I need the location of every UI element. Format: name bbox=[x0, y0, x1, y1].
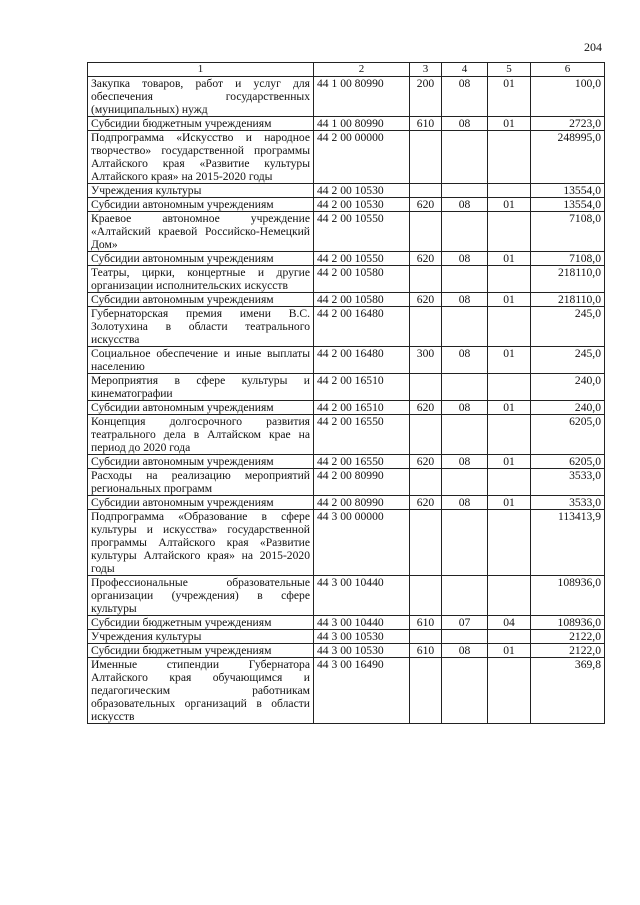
row-subsection-cell bbox=[488, 307, 531, 347]
row-expense-type-cell bbox=[410, 469, 442, 496]
table-row bbox=[88, 496, 605, 510]
row-amount-cell: 3533,0 bbox=[531, 469, 605, 496]
row-subsection-cell: 01 bbox=[488, 347, 531, 374]
column-header: 4 bbox=[442, 63, 488, 77]
row-expense-type-cell bbox=[410, 131, 442, 184]
row-expense-type-cell bbox=[410, 658, 442, 724]
row-subsection-cell bbox=[488, 184, 531, 198]
row-name-cell: Мероприятия в сфере культуры и кинематографии bbox=[88, 374, 314, 401]
row-name-cell: Субсидии автономным учреждениям bbox=[88, 252, 314, 266]
row-name-cell: Учреждения культуры bbox=[88, 184, 314, 198]
row-subsection-cell bbox=[488, 131, 531, 184]
table-header-row bbox=[88, 63, 605, 77]
row-subsection-cell bbox=[488, 266, 531, 293]
table-row bbox=[88, 644, 605, 658]
table-row bbox=[88, 131, 605, 184]
row-amount-cell: 369,8 bbox=[531, 658, 605, 724]
row-amount-cell: 240,0 bbox=[531, 401, 605, 415]
table-body bbox=[88, 77, 605, 724]
row-expense-type-cell bbox=[410, 630, 442, 644]
row-section-cell: 08 bbox=[442, 117, 488, 131]
row-amount-cell: 100,0 bbox=[531, 77, 605, 117]
row-expense-type-cell: 610 bbox=[410, 644, 442, 658]
row-section-cell: 08 bbox=[442, 644, 488, 658]
row-section-cell bbox=[442, 658, 488, 724]
row-amount-cell: 13554,0 bbox=[531, 184, 605, 198]
row-expense-type-cell bbox=[410, 266, 442, 293]
table-row bbox=[88, 415, 605, 455]
row-subsection-cell: 01 bbox=[488, 117, 531, 131]
row-name-cell: Субсидии автономным учреждениям bbox=[88, 496, 314, 510]
row-expense-type-cell: 620 bbox=[410, 401, 442, 415]
row-name-cell: Субсидии бюджетным учреждениям bbox=[88, 117, 314, 131]
row-name-cell: Расходы на реализацию мероприятий региональных программ bbox=[88, 469, 314, 496]
row-expense-type-cell: 300 bbox=[410, 347, 442, 374]
table-row bbox=[88, 117, 605, 131]
table-row bbox=[88, 401, 605, 415]
row-amount-cell: 218110,0 bbox=[531, 266, 605, 293]
row-section-cell bbox=[442, 630, 488, 644]
row-code-cell: 44 3 00 10530 bbox=[314, 644, 410, 658]
row-code-cell: 44 2 00 16480 bbox=[314, 307, 410, 347]
row-subsection-cell: 01 bbox=[488, 401, 531, 415]
row-code-cell: 44 2 00 10580 bbox=[314, 266, 410, 293]
row-code-cell: 44 3 00 10530 bbox=[314, 630, 410, 644]
row-section-cell: 08 bbox=[442, 198, 488, 212]
row-code-cell: 44 1 00 80990 bbox=[314, 77, 410, 117]
row-subsection-cell bbox=[488, 630, 531, 644]
row-amount-cell: 248995,0 bbox=[531, 131, 605, 184]
table-row bbox=[88, 307, 605, 347]
row-code-cell: 44 2 00 10550 bbox=[314, 252, 410, 266]
row-code-cell: 44 3 00 16490 bbox=[314, 658, 410, 724]
row-expense-type-cell bbox=[410, 307, 442, 347]
row-section-cell: 08 bbox=[442, 401, 488, 415]
row-name-cell: Субсидии автономным учреждениям bbox=[88, 401, 314, 415]
row-section-cell: 08 bbox=[442, 252, 488, 266]
row-subsection-cell bbox=[488, 374, 531, 401]
row-name-cell: Социальное обеспечение и иные выплаты населению bbox=[88, 347, 314, 374]
row-code-cell: 44 3 00 10440 bbox=[314, 616, 410, 630]
row-subsection-cell: 04 bbox=[488, 616, 531, 630]
row-subsection-cell bbox=[488, 212, 531, 252]
row-subsection-cell bbox=[488, 415, 531, 455]
row-subsection-cell: 01 bbox=[488, 496, 531, 510]
row-name-cell: Подпрограмма «Искусство и народное творчество» государственной программы Алтайского края «Развитие культуры Алтайского края» на 2015-2020 годы bbox=[88, 131, 314, 184]
row-name-cell: Закупка товаров, работ и услуг для обеспечения государственных (муниципальных) нужд bbox=[88, 77, 314, 117]
row-amount-cell: 7108,0 bbox=[531, 212, 605, 252]
row-name-cell: Учреждения культуры bbox=[88, 630, 314, 644]
table-row bbox=[88, 212, 605, 252]
row-expense-type-cell: 620 bbox=[410, 252, 442, 266]
row-name-cell: Профессиональные образовательные организации (учреждения) в сфере культуры bbox=[88, 576, 314, 616]
row-amount-cell: 6205,0 bbox=[531, 415, 605, 455]
row-code-cell: 44 2 00 10530 bbox=[314, 198, 410, 212]
row-amount-cell: 2122,0 bbox=[531, 644, 605, 658]
row-name-cell: Субсидии автономным учреждениям bbox=[88, 293, 314, 307]
row-amount-cell: 6205,0 bbox=[531, 455, 605, 469]
column-header: 2 bbox=[314, 63, 410, 77]
row-section-cell bbox=[442, 374, 488, 401]
row-name-cell: Театры, цирки, концертные и другие организации исполнительских искусств bbox=[88, 266, 314, 293]
row-name-cell: Субсидии автономным учреждениям bbox=[88, 455, 314, 469]
row-amount-cell: 13554,0 bbox=[531, 198, 605, 212]
budget-table bbox=[87, 62, 605, 724]
table-row bbox=[88, 347, 605, 374]
table-row bbox=[88, 374, 605, 401]
row-subsection-cell: 01 bbox=[488, 252, 531, 266]
column-header: 3 bbox=[410, 63, 442, 77]
row-code-cell: 44 2 00 16480 bbox=[314, 347, 410, 374]
row-expense-type-cell bbox=[410, 415, 442, 455]
row-section-cell bbox=[442, 415, 488, 455]
table-row bbox=[88, 469, 605, 496]
row-subsection-cell bbox=[488, 576, 531, 616]
row-section-cell bbox=[442, 131, 488, 184]
table-row bbox=[88, 630, 605, 644]
row-subsection-cell: 01 bbox=[488, 293, 531, 307]
row-amount-cell: 2122,0 bbox=[531, 630, 605, 644]
row-section-cell bbox=[442, 266, 488, 293]
row-expense-type-cell bbox=[410, 576, 442, 616]
row-amount-cell: 108936,0 bbox=[531, 576, 605, 616]
row-expense-type-cell: 620 bbox=[410, 455, 442, 469]
table-row bbox=[88, 616, 605, 630]
row-code-cell: 44 2 00 80990 bbox=[314, 496, 410, 510]
column-header: 6 bbox=[531, 63, 605, 77]
row-subsection-cell: 01 bbox=[488, 198, 531, 212]
table-row bbox=[88, 510, 605, 576]
row-amount-cell: 113413,9 bbox=[531, 510, 605, 576]
row-section-cell bbox=[442, 576, 488, 616]
row-code-cell: 44 2 00 80990 bbox=[314, 469, 410, 496]
row-section-cell: 08 bbox=[442, 496, 488, 510]
row-name-cell: Подпрограмма «Образование в сфере культуры и искусства» государственной программы Алтайского края «Развитие культуры Алтайского края» на 2015-2020 годы bbox=[88, 510, 314, 576]
table-row bbox=[88, 184, 605, 198]
row-subsection-cell bbox=[488, 658, 531, 724]
row-code-cell: 44 2 00 16550 bbox=[314, 415, 410, 455]
row-name-cell: Субсидии автономным учреждениям bbox=[88, 198, 314, 212]
row-name-cell: Субсидии бюджетным учреждениям bbox=[88, 616, 314, 630]
row-subsection-cell: 01 bbox=[488, 77, 531, 117]
table-row bbox=[88, 293, 605, 307]
row-expense-type-cell: 200 bbox=[410, 77, 442, 117]
table-row bbox=[88, 252, 605, 266]
row-subsection-cell bbox=[488, 510, 531, 576]
table-row bbox=[88, 77, 605, 117]
row-code-cell: 44 3 00 10440 bbox=[314, 576, 410, 616]
row-expense-type-cell bbox=[410, 510, 442, 576]
table-row bbox=[88, 455, 605, 469]
row-code-cell: 44 2 00 00000 bbox=[314, 131, 410, 184]
row-section-cell bbox=[442, 469, 488, 496]
row-amount-cell: 245,0 bbox=[531, 307, 605, 347]
row-expense-type-cell: 620 bbox=[410, 496, 442, 510]
row-code-cell: 44 3 00 00000 bbox=[314, 510, 410, 576]
row-expense-type-cell: 620 bbox=[410, 293, 442, 307]
row-section-cell: 08 bbox=[442, 77, 488, 117]
column-header: 1 bbox=[88, 63, 314, 77]
row-amount-cell: 7108,0 bbox=[531, 252, 605, 266]
row-amount-cell: 218110,0 bbox=[531, 293, 605, 307]
row-name-cell: Субсидии бюджетным учреждениям bbox=[88, 644, 314, 658]
row-amount-cell: 240,0 bbox=[531, 374, 605, 401]
row-expense-type-cell: 610 bbox=[410, 117, 442, 131]
row-code-cell: 44 2 00 10530 bbox=[314, 184, 410, 198]
row-section-cell bbox=[442, 212, 488, 252]
row-expense-type-cell: 610 bbox=[410, 616, 442, 630]
row-code-cell: 44 2 00 16510 bbox=[314, 401, 410, 415]
row-section-cell: 07 bbox=[442, 616, 488, 630]
row-name-cell: Краевое автономное учреждение «Алтайский краевой Российско-Немецкий Дом» bbox=[88, 212, 314, 252]
row-section-cell bbox=[442, 184, 488, 198]
row-section-cell: 08 bbox=[442, 455, 488, 469]
row-section-cell: 08 bbox=[442, 293, 488, 307]
row-subsection-cell bbox=[488, 469, 531, 496]
row-expense-type-cell bbox=[410, 212, 442, 252]
row-amount-cell: 3533,0 bbox=[531, 496, 605, 510]
row-code-cell: 44 2 00 10550 bbox=[314, 212, 410, 252]
row-amount-cell: 108936,0 bbox=[531, 616, 605, 630]
row-code-cell: 44 2 00 10580 bbox=[314, 293, 410, 307]
table-row bbox=[88, 266, 605, 293]
page-number: 204 bbox=[584, 40, 602, 54]
table-row bbox=[88, 198, 605, 212]
row-expense-type-cell bbox=[410, 374, 442, 401]
row-section-cell bbox=[442, 510, 488, 576]
row-section-cell: 08 bbox=[442, 347, 488, 374]
row-amount-cell: 2723,0 bbox=[531, 117, 605, 131]
row-name-cell: Концепция долгосрочного развития театрального дела в Алтайском крае на период до 2020 года bbox=[88, 415, 314, 455]
row-name-cell: Именные стипендии Губернатора Алтайского края обучающимся и педагогическим работникам образовательных организаций в области искусств bbox=[88, 658, 314, 724]
row-expense-type-cell bbox=[410, 184, 442, 198]
row-subsection-cell: 01 bbox=[488, 644, 531, 658]
row-amount-cell: 245,0 bbox=[531, 347, 605, 374]
row-code-cell: 44 2 00 16550 bbox=[314, 455, 410, 469]
column-header: 5 bbox=[488, 63, 531, 77]
row-name-cell: Губернаторская премия имени В.С. Золотухина в области театрального искусства bbox=[88, 307, 314, 347]
table-row bbox=[88, 658, 605, 724]
row-expense-type-cell: 620 bbox=[410, 198, 442, 212]
table-row bbox=[88, 576, 605, 616]
row-code-cell: 44 1 00 80990 bbox=[314, 117, 410, 131]
row-section-cell bbox=[442, 307, 488, 347]
row-code-cell: 44 2 00 16510 bbox=[314, 374, 410, 401]
row-subsection-cell: 01 bbox=[488, 455, 531, 469]
